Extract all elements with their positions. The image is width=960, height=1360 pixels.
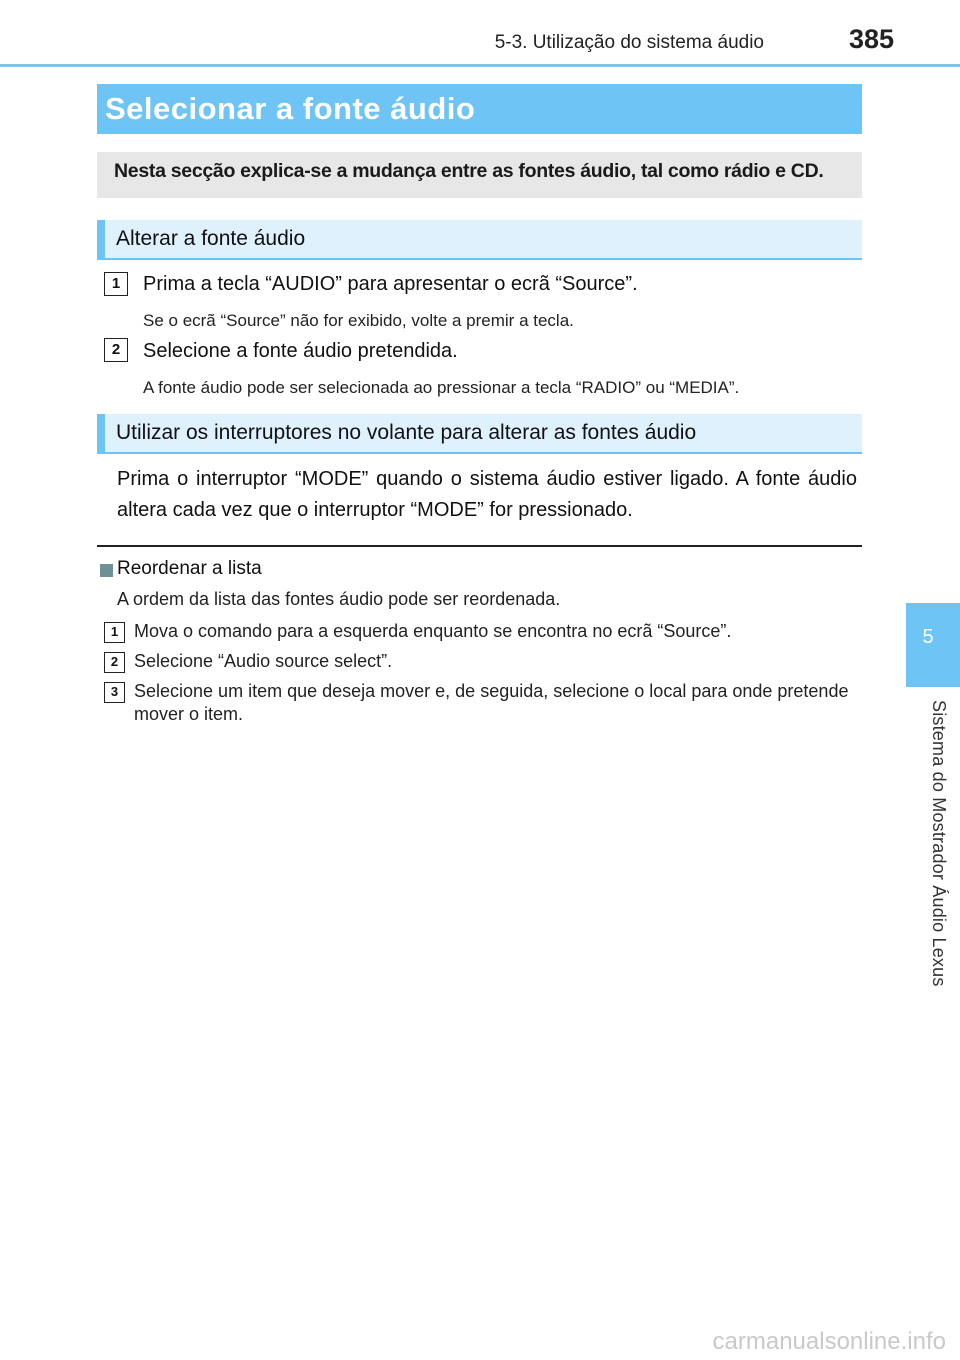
list-step-number-box: 3 [104,682,125,703]
step-number-box: 2 [104,338,128,362]
step-text: Selecione a fonte áudio pretendida. [143,340,458,362]
step-subtext: A fonte áudio pode ser selecionada ao pressionar a tecla “RADIO” ou “MEDIA”. [143,378,740,397]
note-title: Reordenar a lista [117,558,262,579]
list-step-number-box: 1 [104,622,125,643]
chapter-side-title: Sistema do Mostrador Áudio Lexus [929,700,949,987]
list-step-number-box: 2 [104,652,125,673]
step-text: Prima a tecla “AUDIO” para apresentar o ecrã “Source”. [143,273,638,295]
step-number-box: 1 [104,272,128,296]
section-accent [97,414,105,452]
divider-rule [97,545,862,547]
note-square-marker [100,564,113,577]
note-text: A ordem da lista das fontes áudio pode ser reordenada. [117,589,561,609]
header-rule [0,64,960,67]
chapter-tab-number: 5 [922,626,934,648]
step-subtext: Se o ecrã “Source” não for exibido, volte a premir a tecla. [143,311,574,330]
main-title: Selecionar a fonte áudio [105,91,476,126]
section-title-change-source: Alterar a fonte áudio [116,227,306,250]
intro-text: Nesta secção explica-se a mudança entre as fontes áudio, tal como rádio e CD. [114,160,824,182]
running-header-title: 5-3. Utilização do sistema áudio [494,32,764,53]
section-accent [97,220,105,258]
list-step-text: Selecione um item que deseja mover e, de seguida, selecione o local para onde pretende mover o item. [134,681,849,724]
watermark: carmanualsonline.info [712,1328,946,1355]
section-title-steering-switches: Utilizar os interruptores no volante para alterar as fontes áudio [116,421,697,444]
page-number: 385 [848,24,894,54]
list-step-text: Selecione “Audio source select”. [134,651,393,671]
list-step-text: Mova o comando para a esquerda enquanto se encontra no ecrã “Source”. [134,621,732,641]
section-paragraph: Prima o interruptor “MODE” quando o sistema áudio estiver ligado. A fonte áudio altera cada vez que o interruptor “MODE” for pressionado. [117,468,857,521]
